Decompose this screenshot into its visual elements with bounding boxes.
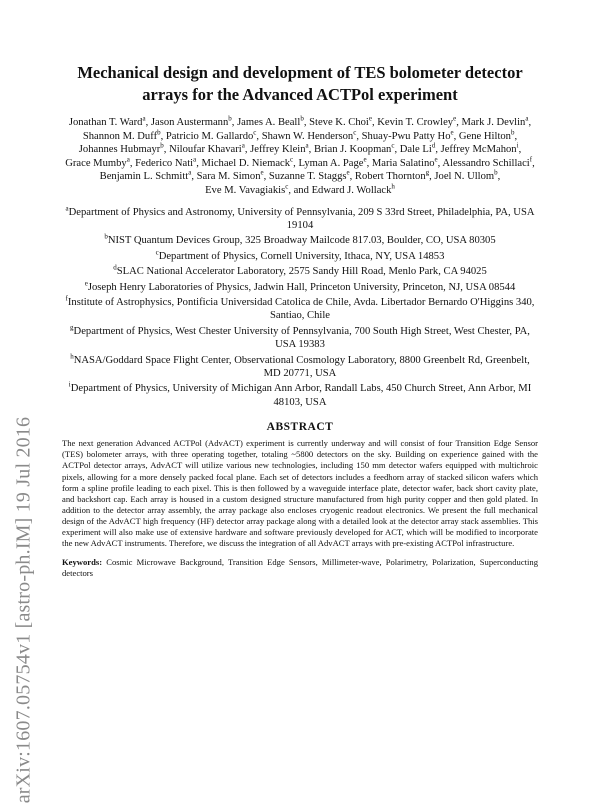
author-name: Lyman A. Page <box>298 157 364 169</box>
author-name: Sara M. Simon <box>196 171 261 183</box>
author-joiner: and <box>293 184 309 196</box>
author-name: Shawn W. Henderson <box>261 130 354 142</box>
author <box>309 114 372 128</box>
affiliation <box>62 234 538 247</box>
affiliation <box>62 250 538 263</box>
author <box>268 168 350 183</box>
author <box>196 168 264 183</box>
author-affiliation-marker: a <box>305 141 309 150</box>
author-name: James A. Beall <box>237 117 301 128</box>
affiliation-list <box>62 206 538 410</box>
affiliation-text: Department of Physics, West Chester University of Pennsylvania, 700 South High Street, West Chester, PA, USA 19383 <box>73 325 530 351</box>
affiliation-marker: c <box>155 248 159 257</box>
keywords-text: Cosmic Microwave Background, Transition Edge Sensors, Millimeter-wave, Polarimetry, Polarization, Superconducting detectors <box>62 557 538 579</box>
affiliation <box>62 206 538 233</box>
author <box>68 114 146 128</box>
author-affiliation-marker: g <box>425 168 430 177</box>
author-affiliation-marker: i <box>516 141 519 150</box>
affiliation-marker: a <box>65 204 69 213</box>
affiliation-marker: e <box>84 279 88 288</box>
author <box>150 114 232 128</box>
affiliation-marker: h <box>70 352 74 361</box>
arxiv-sidebar <box>0 200 48 803</box>
affiliation <box>62 265 538 278</box>
affiliation-text: Joseph Henry Laboratories of Physics, Jadwin Hall, Princeton University, Princeton, NJ, USA 08544 <box>87 281 516 293</box>
affiliation <box>62 296 538 323</box>
author <box>237 114 304 128</box>
author <box>434 168 498 183</box>
arxiv-identifier: arXiv:1607.05754v1 [astro-ph.IM] 19 Jul 2016 <box>12 416 35 803</box>
author <box>201 155 294 169</box>
author <box>261 128 357 142</box>
author-affiliation-marker: c <box>353 128 357 137</box>
author-name: Grace Mumby <box>65 157 127 169</box>
author-affiliation-marker: a <box>142 114 146 123</box>
author-affiliation-marker: e <box>368 114 372 123</box>
affiliation-text: NIST Quantum Devices Group, 325 Broadway Mailcode 817.03, Boulder, CO, USA 80305 <box>107 235 496 247</box>
affiliation-text: Department of Physics, Cornell University, Ithaca, NY, USA 14853 <box>158 250 445 262</box>
affiliation <box>62 382 538 409</box>
author-name: Gene Hilton <box>458 130 511 142</box>
author-affiliation-marker: b <box>494 168 498 177</box>
author-affiliation-marker: c <box>290 155 294 164</box>
author-affiliation-marker: e <box>453 114 457 123</box>
author-name: Alessandro Schillaci <box>442 157 530 169</box>
author-name: Robert Thornton <box>354 171 426 183</box>
author-affiliation-marker: f <box>529 155 533 164</box>
author <box>399 141 436 156</box>
author-name: Patricio M. Gallardo <box>165 130 254 142</box>
author-affiliation-marker: b <box>228 114 232 123</box>
author-name: Steve K. Choi <box>309 117 369 128</box>
author <box>461 114 529 128</box>
author <box>442 155 533 169</box>
author-name: Jeffrey McMahon <box>440 144 517 156</box>
author-affiliation-marker: d <box>431 141 436 150</box>
author-affiliation-marker: h <box>391 182 395 191</box>
author-name: Jeffrey Klein <box>250 144 306 156</box>
affiliation-text: Department of Physics, University of Michigan Ann Arbor, Randall Labs, 450 Church Street, Ann Arbor, MI 48103, USA <box>70 383 532 408</box>
author-affiliation-marker: b <box>160 141 164 150</box>
author-name: Jonathan T. Ward <box>68 117 143 128</box>
author-name: Dale Li <box>399 144 432 156</box>
author <box>82 128 161 142</box>
author <box>371 155 438 169</box>
author-affiliation-marker: b <box>157 128 161 137</box>
paper-title: Mechanical design and development of TES bolometer detector arrays for the Advanced ACTPol experiment <box>77 63 523 104</box>
abstract-heading: ABSTRACT <box>266 421 334 434</box>
author-name: Eve M. Vavagiakis <box>205 184 286 196</box>
author-affiliation-marker: e <box>260 168 264 177</box>
author-name: Brian J. Koopman <box>313 144 392 156</box>
affiliation-marker: f <box>65 294 68 303</box>
affiliation <box>62 281 538 294</box>
author-affiliation-marker: c <box>285 182 289 191</box>
affiliation-marker: g <box>70 323 74 332</box>
author-affiliation-marker: e <box>450 128 454 137</box>
author-affiliation-marker: a <box>241 141 245 150</box>
author-name: Shuay-Pwu Patty Ho <box>361 130 451 142</box>
author-affiliation-marker: c <box>253 128 257 137</box>
author <box>354 168 430 183</box>
affiliation-marker: i <box>68 380 71 389</box>
affiliation-marker: b <box>104 232 108 241</box>
paper-page <box>62 62 538 579</box>
author-name: Michael D. Niemack <box>201 157 291 169</box>
author-name: Kevin T. Crowley <box>377 117 454 128</box>
author <box>313 141 395 156</box>
author-affiliation-marker: a <box>126 155 130 164</box>
affiliation-text: SLAC National Accelerator Laboratory, 2575 Sandy Hill Road, Menlo Park, CA 94025 <box>116 266 487 278</box>
author <box>135 155 197 169</box>
author-affiliation-marker: a <box>188 168 192 177</box>
author <box>311 182 395 196</box>
keywords-section <box>62 557 538 579</box>
author <box>250 141 309 156</box>
author <box>458 128 515 142</box>
author-name: Suzanne T. Staggs <box>268 171 347 183</box>
author-affiliation-marker: e <box>346 168 350 177</box>
author-name: Johannes Hubmayr <box>78 144 161 156</box>
author-name: Jason Austermann <box>150 117 229 128</box>
author-affiliation-marker: c <box>391 141 395 150</box>
author-list: Jonathan T. Ward$^a$, Jason Austermann$^b$, James A. Beall$^b$, Steve K. Choi$^e$, Kevin T. Crowley$^e$, Mark J. Devlin$^a$, Shannon M. Duff$^b$, Patricio M. Gallardo$^c$, Shawn W. Henderson$^c$, Shuay-Pwu Patty Ho$^e$, Gene Hilton$^b$, Johannes Hubmayr$^b$, Niloufar Khavari$^a$, Jeffrey Klein$^a$, Brian J. Koopman$^c$, Dale Li$^d$, Jeffrey McMahon$^i$, Grace Mumby$^a$, Federico Nati$^a$, Michael D. Niemack$^c$, Lyman A. Page$^e$, Maria Salatino$^e$, Alessandro Schillaci$^f$, Benjamin L. Schmitt$^a$, Sara M. Simon$^e$, Suzanne T. Staggs$^e$, Robert Thornton$^g$, Joel N. Ullom$^b$, Eve M. Vavagiakis$^c$, and Edward J. Wollack$^h$ <box>65 114 535 196</box>
affiliation-text: Institute of Astrophysics, Pontificia Universidad Catolica de Chile, Avda. Libertador Bernardo O'Higgins 340, Santiao, Chile <box>67 297 535 322</box>
author <box>361 128 454 142</box>
author-name: Maria Salatino <box>371 157 435 169</box>
author <box>440 141 519 156</box>
author-affiliation-marker: b <box>510 128 515 137</box>
author-affiliation-marker: e <box>434 155 438 164</box>
abstract-body: The next generation Advanced ACTPol (AdvACT) experiment is currently underway and will consist of four Transition Edge Sensor (TES) bolometer arrays, with three operating together, totaling ~5800 detectors on the sky. Building on experience gained with the ACTPol detector arrays, AdvACT will utilize various new technologies, including 150 mm detector wafers equipped with multichroic pixels, allowing for a more densely packed focal plane. Each set of detectors includes a feedhorn array of stacked silicon wafers which form a spline profile leading to each pixel. This is then followed by a waveguide interface plate, detector wafer, back short cavity plate, and backshort cap. Each array is housed in a custom designed structure manufactured from high purity copper and then gold plated. In addition to the detector array assembly, the array package also encloses cryogenic readout electronics. We present the full mechanical design of the AdvACT high frequency (HF) detector array package along with a detailed look at the detector array stack assemblies. This experiment will also make use of extensive hardware and software previously developed for ACT, which will be modified to incorporate the new AdvACT instruments. Therefore, we discuss the integration of all AdvACT arrays with pre-existing ACTPol infrastructure. <box>62 438 538 549</box>
author <box>99 168 192 183</box>
author-affiliation-marker: a <box>193 155 197 164</box>
author-name: Joel N. Ullom <box>434 171 495 183</box>
author-affiliation-marker: a <box>525 114 529 123</box>
author-name: Benjamin L. Schmitt <box>99 171 189 183</box>
affiliation <box>62 354 538 381</box>
author <box>65 155 130 169</box>
keywords-label: Keywords: <box>62 557 103 568</box>
affiliation <box>62 325 538 352</box>
affiliation-marker: d <box>113 263 117 272</box>
author-name: Federico Nati <box>135 157 194 169</box>
author-affiliation-marker: e <box>363 155 367 164</box>
affiliation-text: NASA/Goddard Space Flight Center, Observational Cosmology Laboratory, 8800 Greenbelt Rd, Greenbelt, MD 20771, USA <box>73 354 530 380</box>
author-name: Shannon M. Duff <box>82 130 158 142</box>
author <box>298 155 367 169</box>
author-affiliation-marker: b <box>300 114 304 123</box>
author-name: Mark J. Devlin <box>461 117 526 128</box>
affiliation-text: Department of Physics and Astronomy, University of Pennsylvania, 209 S 33rd Street, Philadelphia, PA, USA 19104 <box>68 206 535 231</box>
author <box>78 141 164 156</box>
author-name: Niloufar Khavari <box>169 144 242 156</box>
author <box>377 114 457 128</box>
author <box>205 182 289 196</box>
author <box>169 141 245 156</box>
author-name: Edward J. Wollack <box>311 184 392 196</box>
author <box>165 128 257 142</box>
